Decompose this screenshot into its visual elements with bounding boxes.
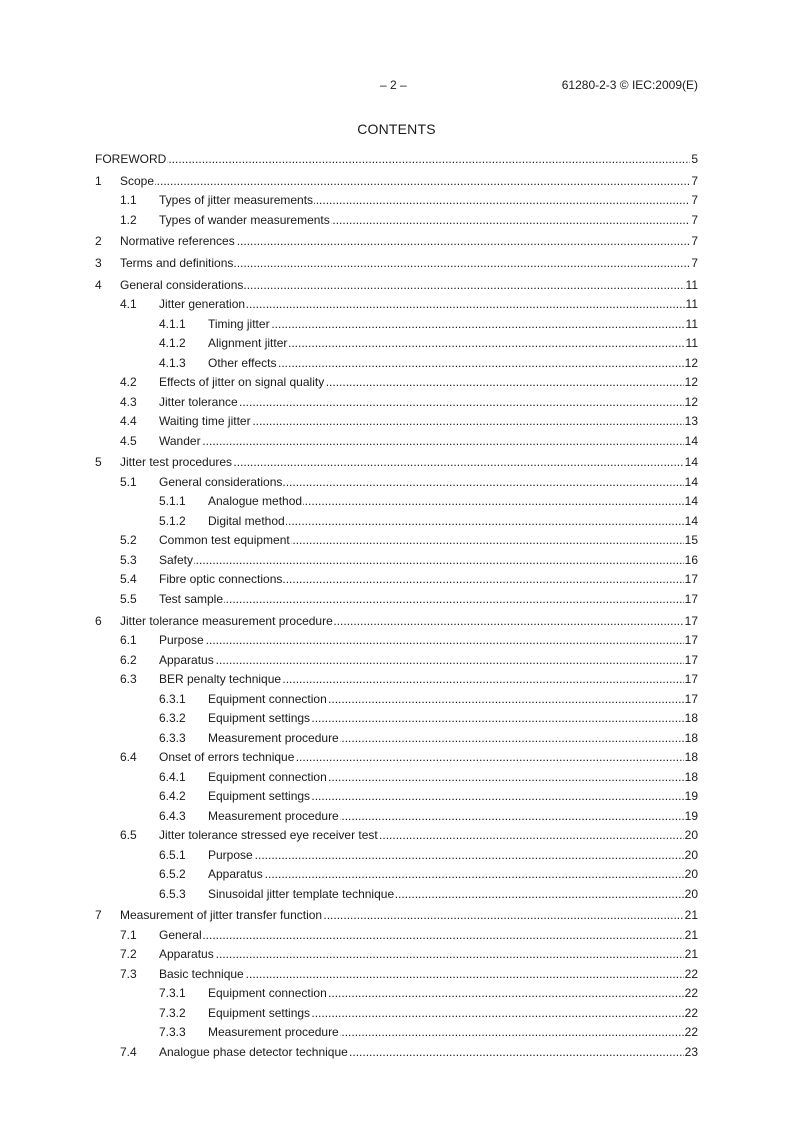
toc-entry-title: Equipment settings [208,709,311,729]
toc-entry[interactable] [95,1043,698,1063]
toc-entry-number: 7.4 [120,1044,137,1059]
toc-entry-leader [95,150,698,170]
toc-entry-title: General considerations [159,473,283,493]
toc-entry-leader [208,787,698,807]
toc-entry-title: Equipment settings [208,787,311,807]
toc-entry[interactable] [95,612,698,632]
table-of-contents [95,150,698,1062]
toc-entry-page: 14 [684,492,698,512]
toc-entry-page: 14 [684,512,698,532]
toc-entry-page: 5 [690,150,698,170]
toc-entry-leader [208,315,698,335]
toc-entry-number: 7.2 [120,947,137,962]
toc-entry-number: 4 [95,277,102,292]
toc-entry[interactable] [95,551,698,571]
toc-entry[interactable] [95,865,698,885]
toc-entry-title: Types of jitter measurements [159,191,314,211]
page-number: – 2 – [380,78,407,92]
toc-entry[interactable] [95,729,698,749]
toc-entry-title: Analogue phase detector technique [159,1043,349,1063]
toc-entry-page: 11 [685,276,698,296]
toc-entry[interactable] [95,846,698,866]
toc-entry[interactable] [95,191,698,211]
toc-entry-leader [120,232,698,252]
toc-entry-title: Measurement procedure [208,1023,340,1043]
toc-entry-number: 6.4.1 [159,769,186,784]
toc-entry-leader [120,254,698,274]
toc-entry-leader [120,906,698,926]
toc-entry-leader [208,354,698,374]
toc-entry-leader [120,172,698,192]
toc-entry-leader [159,670,698,690]
toc-entry-page: 20 [684,846,698,866]
toc-entry[interactable] [95,232,698,252]
toc-entry-leader [159,1043,698,1063]
toc-entry[interactable] [95,412,698,432]
toc-entry-number: 5.5 [120,591,137,606]
toc-entry[interactable] [95,1023,698,1043]
toc-entry[interactable] [95,473,698,493]
toc-entry-leader [208,1023,698,1043]
toc-entry-leader [159,473,698,493]
toc-entry[interactable] [95,1004,698,1024]
toc-entry-page: 17 [684,612,698,632]
toc-entry-title: Measurement procedure [208,729,340,749]
toc-entry-page: 7 [690,172,698,192]
toc-entry-page: 14 [684,432,698,452]
toc-entry-title: Fibre optic connections [159,570,283,590]
toc-entry-title: Waiting time jitter [159,412,252,432]
toc-entry-number: 6.1 [120,633,137,648]
toc-entry[interactable] [95,631,698,651]
toc-entry-number: 6.3 [120,672,137,687]
toc-entry-page: 14 [684,473,698,493]
toc-entry-leader [208,807,698,827]
toc-entry[interactable] [95,276,698,296]
toc-entry-page: 22 [684,1004,698,1024]
toc-entry[interactable] [95,709,698,729]
toc-entry-number: 6.5.3 [159,886,186,901]
toc-entry-leader [208,709,698,729]
toc-entry-number: 6.3.2 [159,711,186,726]
toc-entry[interactable] [95,651,698,671]
toc-entry-page: 12 [684,373,698,393]
toc-entry-page: 17 [684,570,698,590]
toc-entry-title: Purpose [208,846,254,866]
toc-entry[interactable] [95,354,698,374]
toc-entry[interactable] [95,334,698,354]
toc-entry[interactable] [95,373,698,393]
toc-entry-title: Scope [120,172,155,192]
toc-entry-leader [208,846,698,866]
toc-entry-leader [159,826,698,846]
toc-entry-number: 5.1.1 [159,494,186,509]
toc-entry-page: 18 [684,748,698,768]
toc-entry-title: Jitter tolerance stressed eye receiver test [159,826,379,846]
toc-entry-page: 23 [684,1043,698,1063]
toc-entry[interactable] [95,807,698,827]
toc-entry-page: 22 [684,984,698,1004]
toc-entry-page: 20 [684,885,698,905]
toc-entry-leader [120,276,698,296]
toc-entry-number: 4.1.1 [159,316,186,331]
toc-entry-page: 14 [684,453,698,473]
toc-entry[interactable] [95,906,698,926]
toc-entry-number: 6.3.1 [159,691,186,706]
toc-entry-page: 17 [684,631,698,651]
toc-entry-number: 4.2 [120,375,137,390]
toc-entry-number: 6.4 [120,750,137,765]
toc-entry[interactable] [95,748,698,768]
toc-entry-number: 6 [95,613,102,628]
toc-entry-page: 15 [684,531,698,551]
toc-entry-page: 11 [685,334,698,354]
toc-entry-title: Purpose [159,631,205,651]
toc-entry-page: 7 [690,211,698,231]
toc-entry-number: 4.1 [120,297,137,312]
toc-entry-title: Wander [159,432,202,452]
toc-entry-title: Test sample [159,590,224,610]
toc-entry[interactable] [95,453,698,473]
toc-entry-page: 11 [685,295,698,315]
toc-entry[interactable] [95,965,698,985]
toc-entry-title: General considerations [120,276,244,296]
toc-entry[interactable] [95,315,698,335]
toc-entry-leader [208,690,698,710]
toc-entry-leader [159,926,698,946]
toc-entry-leader [208,492,698,512]
toc-entry-number: 5.1.2 [159,513,186,528]
toc-entry-number: 6.3.3 [159,730,186,745]
toc-entry[interactable] [95,512,698,532]
toc-entry-number: 6.5.1 [159,847,186,862]
toc-entry-leader [208,885,698,905]
toc-entry-leader [208,1004,698,1024]
toc-entry-number: 5.2 [120,533,137,548]
toc-entry-leader [159,570,698,590]
toc-entry[interactable] [95,984,698,1004]
toc-entry-title: Terms and definitions [120,254,234,274]
toc-entry[interactable] [95,172,698,192]
toc-entry-page: 22 [684,965,698,985]
toc-entry-leader [159,531,698,551]
toc-entry-leader [208,865,698,885]
toc-entry-page: 20 [684,826,698,846]
toc-entry-number: 5 [95,455,102,470]
toc-entry-leader [208,512,698,532]
toc-entry-title: Jitter tolerance [159,393,239,413]
toc-entry-title: Safety [159,551,194,571]
toc-entry-title: FOREWORD [95,150,167,170]
toc-entry-page: 19 [684,807,698,827]
document-reference: 61280-2-3 © IEC:2009(E) [561,78,698,92]
toc-entry-page: 21 [684,926,698,946]
toc-entry-title: Effects of jitter on signal quality [159,373,325,393]
toc-entry-leader [159,945,698,965]
toc-entry[interactable] [95,432,698,452]
toc-entry-number: 6.4.3 [159,808,186,823]
toc-entry-title: Sinusoidal jitter template technique [208,885,395,905]
toc-entry-leader [208,768,698,788]
toc-entry-leader [120,453,698,473]
toc-entry-leader [159,551,698,571]
toc-entry-title: Measurement of jitter transfer function [120,906,323,926]
toc-entry-number: 6.5.2 [159,867,186,882]
toc-entry[interactable] [95,787,698,807]
toc-entry-title: Jitter test procedures [120,453,233,473]
toc-entry-page: 12 [684,393,698,413]
toc-entry[interactable] [95,492,698,512]
toc-entry-title: Timing jitter [208,315,271,335]
toc-entry-title: Equipment settings [208,1004,311,1024]
toc-entry-page: 18 [684,768,698,788]
toc-entry-page: 18 [684,729,698,749]
toc-entry-number: 3 [95,256,102,271]
toc-entry-number: 7.3.1 [159,986,186,1001]
toc-entry-title: Jitter generation [159,295,246,315]
toc-entry-number: 1 [95,173,102,188]
toc-entry[interactable] [95,531,698,551]
toc-entry-title: Apparatus [159,945,215,965]
toc-entry-number: 2 [95,234,102,249]
toc-entry-number: 4.3 [120,394,137,409]
toc-entry-number: 5.3 [120,552,137,567]
toc-entry-page: 13 [684,412,698,432]
toc-entry-number: 5.4 [120,572,137,587]
toc-entry-leader [159,393,698,413]
toc-entry-number: 7.3.3 [159,1025,186,1040]
toc-entry[interactable] [95,254,698,274]
toc-entry-page: 16 [684,551,698,571]
toc-entry-title: Normative references [120,232,236,252]
toc-entry-title: General [159,926,203,946]
toc-entry-page: 7 [690,232,698,252]
toc-entry-leader [159,432,698,452]
toc-entry-leader [159,965,698,985]
toc-entry[interactable] [95,150,698,170]
toc-entry-leader [159,211,698,231]
toc-entry-title: Apparatus [159,651,215,671]
toc-entry-number: 5.1 [120,474,137,489]
toc-entry-leader [159,590,698,610]
toc-entry-number: 7.3 [120,966,137,981]
toc-entry-number: 4.1.2 [159,336,186,351]
toc-entry-leader [159,412,698,432]
toc-entry[interactable] [95,670,698,690]
toc-entry-page: 21 [684,906,698,926]
toc-entry-leader [159,191,698,211]
toc-entry-title: Jitter tolerance measurement procedure [120,612,334,632]
toc-entry-number: 1.1 [120,193,137,208]
toc-entry-page: 17 [684,670,698,690]
toc-entry-number: 6.5 [120,828,137,843]
toc-entry-number: 7 [95,908,102,923]
toc-entry-title: Common test equipment [159,531,291,551]
toc-entry[interactable] [95,926,698,946]
toc-entry-title: Equipment connection [208,984,328,1004]
toc-entry-leader [208,334,698,354]
toc-entry-leader [120,612,698,632]
toc-entry-number: 4.5 [120,433,137,448]
toc-entry-leader [159,748,698,768]
toc-entry-title: Types of wander measurements [159,211,331,231]
toc-entry-page: 20 [684,865,698,885]
toc-entry-page: 18 [684,709,698,729]
toc-entry-page: 22 [684,1023,698,1043]
toc-entry[interactable] [95,768,698,788]
toc-entry[interactable] [95,590,698,610]
toc-entry-page: 17 [684,651,698,671]
toc-entry[interactable] [95,211,698,231]
toc-entry-leader [159,373,698,393]
toc-entry-title: Analogue method [208,492,303,512]
toc-entry-page: 21 [684,945,698,965]
toc-entry-leader [159,631,698,651]
toc-entry-page: 7 [690,191,698,211]
toc-entry[interactable] [95,570,698,590]
toc-entry-number: 7.3.2 [159,1005,186,1020]
toc-entry[interactable] [95,826,698,846]
toc-entry-page: 12 [684,354,698,374]
toc-entry-title: Apparatus [208,865,264,885]
toc-entry-page: 17 [684,590,698,610]
toc-entry-leader [208,984,698,1004]
toc-entry[interactable] [95,945,698,965]
toc-entry-title: BER penalty technique [159,670,282,690]
toc-entry-page: 11 [685,315,698,335]
toc-entry[interactable] [95,295,698,315]
contents-title: CONTENTS [357,121,436,137]
toc-entry-number: 1.2 [120,212,137,227]
toc-entry-leader [159,651,698,671]
toc-entry-number: 4.1.3 [159,355,186,370]
toc-entry[interactable] [95,393,698,413]
toc-entry-number: 7.1 [120,927,137,942]
toc-entry-leader [208,729,698,749]
toc-entry-title: Onset of errors technique [159,748,295,768]
toc-entry[interactable] [95,885,698,905]
toc-entry[interactable] [95,690,698,710]
toc-entry-page: 7 [690,254,698,274]
toc-entry-number: 6.2 [120,652,137,667]
toc-entry-title: Basic technique [159,965,245,985]
toc-entry-page: 17 [684,690,698,710]
toc-entry-title: Equipment connection [208,768,328,788]
toc-entry-title: Equipment connection [208,690,328,710]
toc-entry-leader [159,295,698,315]
toc-entry-title: Measurement procedure [208,807,340,827]
toc-entry-page: 19 [684,787,698,807]
toc-entry-number: 4.4 [120,414,137,429]
toc-entry-title: Alignment jitter [208,334,288,354]
toc-entry-title: Other effects [208,354,277,374]
toc-entry-number: 6.4.2 [159,789,186,804]
toc-entry-title: Digital method [208,512,286,532]
